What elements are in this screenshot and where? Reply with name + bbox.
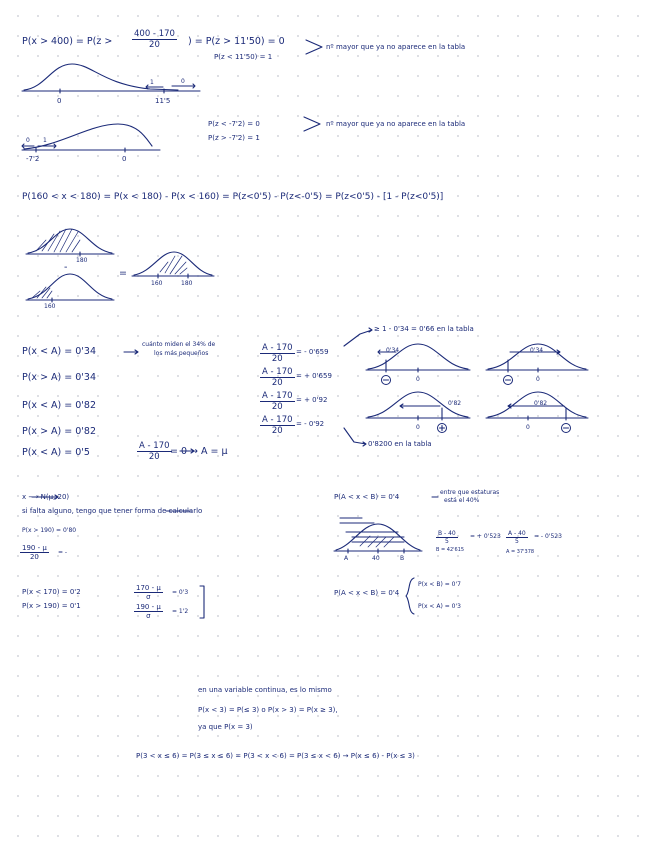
eq-line1-fraction xyxy=(132,29,177,50)
sys-fraction-1-den: σ xyxy=(146,593,151,601)
c2-label: 0'34 xyxy=(530,347,544,354)
note-top-table: ≥ 1 - 0'34 = 0'66 en la tabla xyxy=(374,325,474,333)
z-eq-1-fraction xyxy=(260,343,295,364)
g3-label-180: 180 xyxy=(76,257,88,264)
note-line1: nº mayor que ya no aparece en la tabla xyxy=(326,43,466,51)
normal-p190b: P(x > 190) = 0'1 xyxy=(22,602,81,610)
footer-line-4: P(3 < x ≤ 6) = P(3 ≤ x ≤ 6) = P(3 < x < 6) = P(3 ≤ x < 6) → P(x ≤ 6) - P(x ≤ 3) xyxy=(136,752,415,760)
bell-curve-c4 xyxy=(486,392,588,433)
range-prob-2-b2: P(x < A) = 0'3 xyxy=(418,603,461,610)
normal-p190: P(x > 190) = 0'80 xyxy=(22,527,77,534)
g1-value: 11'5 xyxy=(155,97,171,105)
range-label-40: 40 xyxy=(372,555,380,562)
prob-1-note-2: los más pequeños xyxy=(154,350,209,357)
normal-fraction-num: 190 - μ xyxy=(22,544,47,552)
prob-3: P(x < A) = 0'82 xyxy=(22,400,97,411)
footer-line-2: P(x < 3) = P(≤ 3) o P(x > 3) = P(x ≥ 3), xyxy=(198,706,338,714)
bell-curve-r1 xyxy=(334,518,422,553)
sys-fraction-1-result: = 0'3 xyxy=(172,589,189,596)
normal-dist: x ⟶ N(μ, 20) xyxy=(22,493,70,501)
prob-2: P(x > A) = 0'34 xyxy=(22,372,97,383)
c3-label: 0'82 xyxy=(448,400,462,407)
footer-line-1: en una variable continua, es lo mismo xyxy=(198,686,332,694)
normal-fraction-den: 20 xyxy=(29,553,39,561)
z-eq-2-result: = + 0'659 xyxy=(296,372,332,380)
hatched-curve-160 xyxy=(26,274,114,302)
range-eq-2-num: A - 40 xyxy=(508,530,526,537)
z-eq-1-num: A - 170 xyxy=(262,343,293,353)
sys-fraction-2-den: σ xyxy=(146,612,151,620)
z-eq-4-num: A - 170 xyxy=(262,415,293,425)
g2-zero: 0 xyxy=(122,155,127,163)
prob-1-note-1: cuánto miden el 34% de xyxy=(142,341,216,348)
eq-line2-a: P(z < -7'2) = 0 xyxy=(208,120,260,128)
normal-fraction xyxy=(20,544,49,561)
eq-line1-den: 20 xyxy=(149,40,160,50)
sys-fraction-1 xyxy=(134,584,163,601)
range-label-a: A xyxy=(344,555,349,562)
brace-r2 xyxy=(406,578,414,614)
eq-line3: P(160 < x < 180) = P(x < 180) - P(x < 160) = P(z<0'5) - P(z<-0'5) = P(z<0'5) - [1 - P(z<0'5)] xyxy=(22,192,444,202)
g2-neg: -7'2 xyxy=(26,155,40,163)
prob-5-result: = 0 → A = μ xyxy=(170,446,228,457)
arrow-top-note xyxy=(344,328,372,346)
range-note-2: está el 40% xyxy=(444,497,480,504)
range-note-1: entre que estaturas xyxy=(440,489,500,496)
z-eq-4-result: = - 0'92 xyxy=(296,420,325,428)
z-eq-3-den: 20 xyxy=(271,402,283,412)
range-eq-1-result: = + 0'523 xyxy=(470,533,501,540)
sys-fraction-2-num: 190 - μ xyxy=(136,603,161,611)
z-eq-3-num: A - 170 xyxy=(262,391,293,401)
prob-5-fraction xyxy=(137,441,172,462)
range-eq-1-den: 5 xyxy=(444,538,449,545)
g1-label-a: 1 xyxy=(150,79,154,86)
prob-1: P(x < A) = 0'34 xyxy=(22,346,97,357)
g3-minus: - xyxy=(64,262,68,273)
prob-5: P(x < A) = 0'5 xyxy=(22,447,90,458)
range-a-value: A = 37'378 xyxy=(506,549,535,555)
eq-line2-b: P(z > -7'2) = 1 xyxy=(208,134,260,142)
eq-line1-c: P(z < 11'50) = 1 xyxy=(214,53,273,61)
c1-label: 0'34 xyxy=(386,347,400,354)
brace-arrow-2 xyxy=(304,117,320,131)
z-eq-2-fraction xyxy=(260,367,295,388)
sys-fraction-2-result: = 1'2 xyxy=(172,608,189,615)
z-eq-2-num: A - 170 xyxy=(262,367,293,377)
g2-label-b: 1 xyxy=(43,137,47,144)
hatched-curve-result xyxy=(132,252,214,278)
prob-4: P(x > A) = 0'82 xyxy=(22,426,97,437)
g3-label-160b: 160 xyxy=(151,280,163,287)
range-eq-2-result: = - 0'523 xyxy=(534,533,562,540)
note-bottom-table: 0'8200 en la tabla xyxy=(368,440,432,448)
brace-arrow-1 xyxy=(306,40,322,54)
c2-zero: 0 xyxy=(536,376,540,383)
bracket-n xyxy=(200,586,204,618)
range-prob-2: P(A < x < B) = 0'4 xyxy=(334,589,400,597)
c4-label: 0'82 xyxy=(534,400,548,407)
c3-zero: 0 xyxy=(416,424,420,431)
range-label-b: B xyxy=(400,555,405,562)
bell-curve-1 xyxy=(22,64,200,93)
z-eq-4-fraction xyxy=(260,415,295,436)
z-eq-3-result: = + 0'92 xyxy=(296,396,328,404)
g1-zero: 0 xyxy=(57,97,62,105)
hatched-curve-180 xyxy=(26,229,114,256)
z-eq-1-den: 20 xyxy=(271,354,283,364)
normal-fraction-eq: = - xyxy=(58,549,68,556)
eq-line1-b: ) = P(z > 11'50) = 0 xyxy=(188,36,285,47)
prob-5-den: 20 xyxy=(148,452,160,462)
arrow-p1-note xyxy=(124,350,138,354)
range-eq-2 xyxy=(506,530,528,545)
g1-label-b: 0 xyxy=(181,78,185,85)
footer-line-3: ya que P(x = 3) xyxy=(198,723,253,731)
z-eq-4-den: 20 xyxy=(271,426,283,436)
range-eq-1 xyxy=(436,530,458,545)
prob-5-num: A - 170 xyxy=(139,441,170,451)
g3-equals: = xyxy=(119,268,127,279)
range-prob-1: P(A < x < B) = 0'4 xyxy=(334,493,400,501)
z-eq-2-den: 20 xyxy=(271,378,283,388)
eq-line1-num: 400 - 170 xyxy=(134,29,175,39)
g3-label-160: 160 xyxy=(44,303,56,310)
c4-zero: 0 xyxy=(526,424,530,431)
normal-note: si falta alguno, tengo que tener forma de calcularlo xyxy=(22,507,203,515)
eq-line1-a: P(x > 400) = P(z > xyxy=(22,36,113,47)
arrow-bottom-note xyxy=(344,428,366,446)
z-eq-3-fraction xyxy=(260,391,295,412)
z-eq-1-result: = - 0'659 xyxy=(296,348,329,356)
c1-zero: 0 xyxy=(416,376,420,383)
sys-fraction-1-num: 170 - μ xyxy=(136,584,161,592)
note-line2: nº mayor que ya no aparece en la tabla xyxy=(326,120,466,128)
range-eq-1-num: B - 40 xyxy=(438,530,456,537)
range-eq-2-den: 5 xyxy=(514,538,519,545)
sys-fraction-2 xyxy=(134,603,163,620)
range-b-value: B = 42'615 xyxy=(436,547,465,553)
g3-label-180b: 180 xyxy=(181,280,193,287)
g2-label-a: 0 xyxy=(26,137,30,144)
normal-p170: P(x < 170) = 0'2 xyxy=(22,588,81,596)
range-prob-2-b1: P(x < B) = 0'7 xyxy=(418,581,461,588)
